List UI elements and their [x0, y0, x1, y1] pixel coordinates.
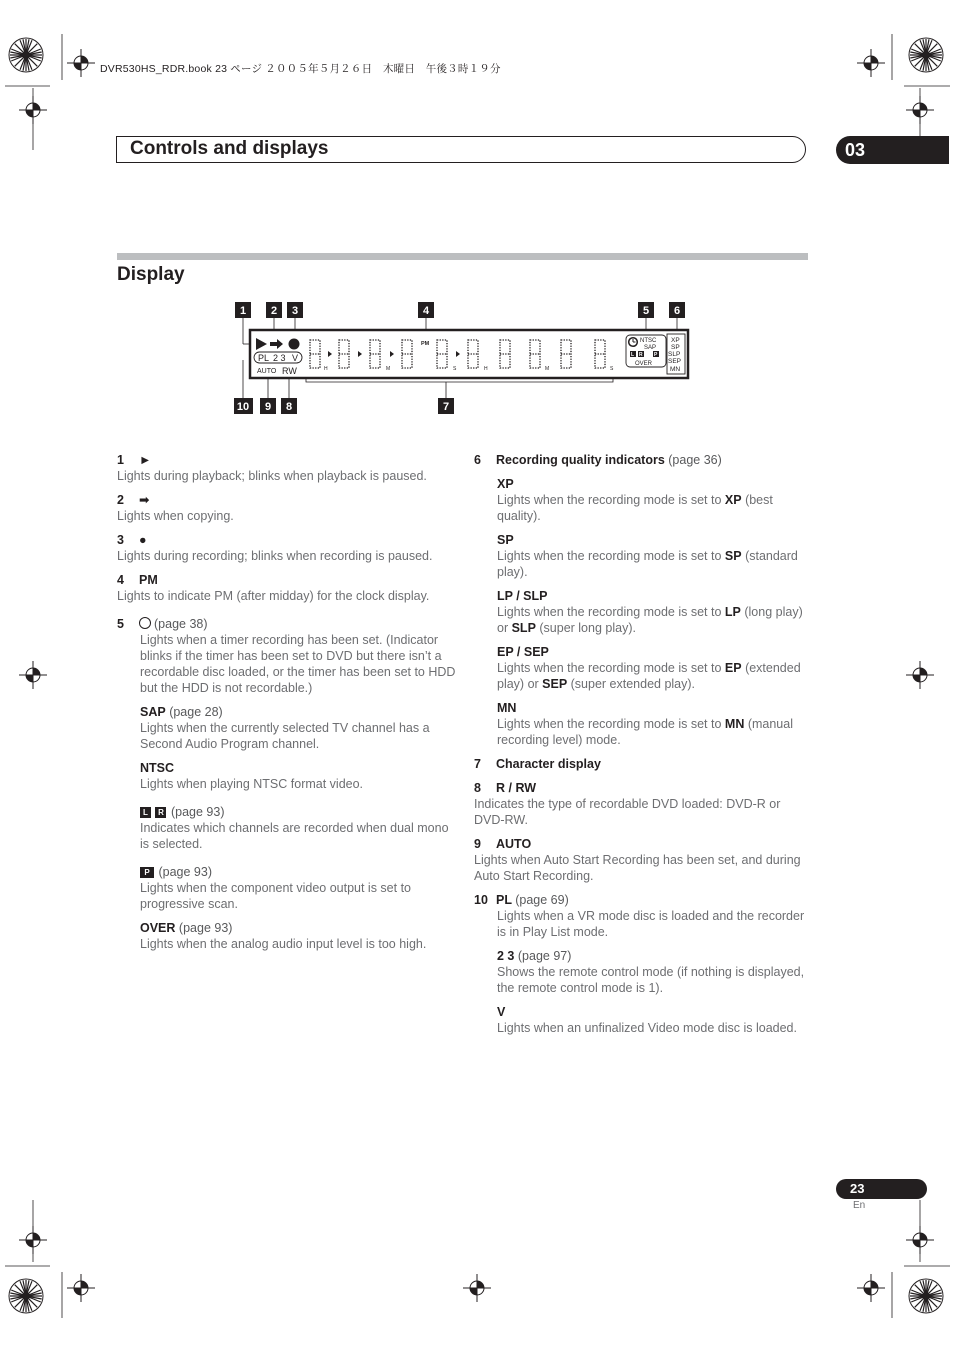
- timer-icon: [139, 617, 151, 629]
- item-8-heading: 8 R / RW: [474, 781, 537, 795]
- item-10-heading: 10 PL (page 69): [474, 893, 569, 907]
- front-panel-display-diagram: [230, 298, 692, 418]
- over-heading: OVER (page 93): [140, 921, 233, 935]
- ep-sep-description: Lights when the recording mode is set to EP (extended play) or SEP (super extended play).: [497, 661, 801, 691]
- item-1-heading: 1 ►: [117, 453, 152, 467]
- callout-8-label: 8: [285, 401, 293, 413]
- ntsc-heading: NTSC: [140, 761, 175, 775]
- r-channel-badge: R: [155, 807, 166, 818]
- progressive-badge: P: [140, 867, 154, 878]
- page-language: En: [853, 1200, 866, 1211]
- item-8-description: Indicates the type of recordable DVD loaded: DVD-R or DVD-RW.: [474, 797, 781, 827]
- mn-indicator: MN: [670, 366, 681, 373]
- item-5-heading: 5 (page 38): [117, 617, 208, 631]
- over-indicator: OVER: [635, 361, 653, 367]
- item-10-description: Lights when a VR mode disc is loaded and the recorder is in Play List mode.: [497, 909, 805, 939]
- item-9-heading: 9 AUTO: [474, 837, 532, 851]
- v-indicator: V: [292, 353, 299, 363]
- page-number: 23: [836, 1179, 927, 1199]
- progressive-heading: P (page 93): [140, 864, 457, 880]
- pm-indicator: PM: [421, 341, 430, 347]
- hour-unit-1: H: [324, 366, 328, 372]
- xp-indicator: XP: [671, 337, 680, 344]
- callout-5-label: 5: [642, 305, 650, 317]
- remote-mode-digits: 2 3: [273, 353, 286, 363]
- minute-unit-1: M: [386, 366, 391, 372]
- callout-7-label: 7: [442, 401, 450, 413]
- ep-sep-heading: EP / SEP: [497, 645, 549, 659]
- item-4-description: Lights to indicate PM (after midday) for the clock display.: [117, 589, 430, 603]
- item-9-description: Lights when Auto Start Recording has been set, and during Auto Start Recording.: [474, 853, 801, 883]
- l-channel-glyph: L: [631, 352, 635, 358]
- sp-description: Lights when the recording mode is set to SP (standard play).: [497, 549, 798, 579]
- sap-indicator: SAP: [644, 345, 657, 351]
- mn-description: Lights when the recording mode is set to MN (manual recording level) mode.: [497, 717, 793, 747]
- callout-2-label: 2: [270, 305, 278, 317]
- callout-9-label: 9: [264, 401, 272, 413]
- ntsc-description: Lights when playing NTSC format video.: [140, 777, 364, 791]
- lr-heading: L R (page 93): [140, 804, 457, 820]
- callout-4-label: 4: [422, 305, 430, 317]
- item-6-heading: 6 Recording quality indicators (page 36): [474, 453, 722, 467]
- sap-heading: SAP (page 28): [140, 705, 223, 719]
- lp-slp-description: Lights when the recording mode is set to LP (long play) or SLP (super long play).: [497, 605, 803, 635]
- item-3-heading: 3 ●: [117, 533, 147, 547]
- item-7-heading: 7 Character display: [474, 757, 601, 771]
- lp-slp-heading: LP / SLP: [497, 589, 548, 603]
- chapter-number-tab: 03: [836, 136, 949, 164]
- item-2-heading: 2 ➡: [117, 493, 150, 507]
- second-unit-2: S: [610, 366, 614, 372]
- sep-indicator: SEP: [668, 358, 682, 365]
- callout-1-label: 1: [239, 305, 247, 317]
- second-unit-1: S: [453, 366, 457, 372]
- sap-description: Lights when the currently selected TV channel has a Second Audio Program channel.: [140, 721, 430, 751]
- hour-unit-2: H: [484, 366, 488, 372]
- left-column: [117, 452, 457, 952]
- item-1-description: Lights during playback; blinks when playback is paused.: [117, 469, 427, 483]
- item-4-heading: 4 PM: [117, 573, 158, 587]
- pl-indicator: PL: [258, 353, 270, 363]
- callout-6-label: 6: [673, 305, 681, 317]
- xp-heading: XP: [497, 477, 514, 491]
- callout-3-label: 3: [291, 305, 299, 317]
- xp-description: Lights when the recording mode is set to XP (best quality).: [497, 493, 773, 523]
- progressive-description: Lights when the component video output is set to progressive scan.: [140, 881, 412, 911]
- r-channel-glyph: R: [639, 352, 643, 358]
- mn-heading: MN: [497, 701, 517, 715]
- auto-indicator: AUTO: [257, 368, 277, 375]
- slp-indicator: SLP: [668, 351, 681, 358]
- v-heading: V: [497, 1005, 506, 1019]
- l-channel-badge: L: [140, 807, 151, 818]
- lr-description: Indicates which channels are recorded when dual mono is selected.: [140, 821, 449, 851]
- progressive-glyph: P: [654, 352, 658, 358]
- ntsc-indicator: NTSC: [640, 338, 657, 344]
- digits-description: Shows the remote control mode (if nothing is displayed, the remote control mode is 1).: [497, 965, 805, 995]
- item-3-description: Lights during recording; blinks when recording is paused.: [117, 549, 433, 563]
- section-title: Display: [117, 264, 185, 285]
- item-5-description: Lights when a timer recording has been set. (Indicator blinks if the timer has been set to DVD but there isn’t a recordable disc loaded, or the timer has been set to HDD but the HDD is not recordable.): [140, 633, 456, 695]
- v-description: Lights when an unfinalized Video mode disc is loaded.: [497, 1021, 797, 1035]
- right-column: [474, 452, 808, 1036]
- over-description: Lights when the analog audio input level is too high.: [140, 937, 427, 951]
- rw-indicator: RW: [282, 366, 297, 376]
- sp-heading: SP: [497, 533, 514, 547]
- minute-unit-2: M: [545, 366, 550, 372]
- record-indicator-icon: [289, 339, 300, 350]
- callout-10-label: 10: [236, 401, 250, 413]
- sp-indicator: SP: [671, 344, 680, 351]
- item-2-description: Lights when copying.: [117, 509, 234, 523]
- print-header: DVR530HS_RDR.book 23 ページ ２００５年５月２６日 木曜日 午後３時１９分: [100, 63, 501, 75]
- digits-heading: 2 3 (page 97): [497, 949, 572, 963]
- section-divider: [117, 253, 808, 260]
- chapter-title: Controls and displays: [130, 138, 329, 159]
